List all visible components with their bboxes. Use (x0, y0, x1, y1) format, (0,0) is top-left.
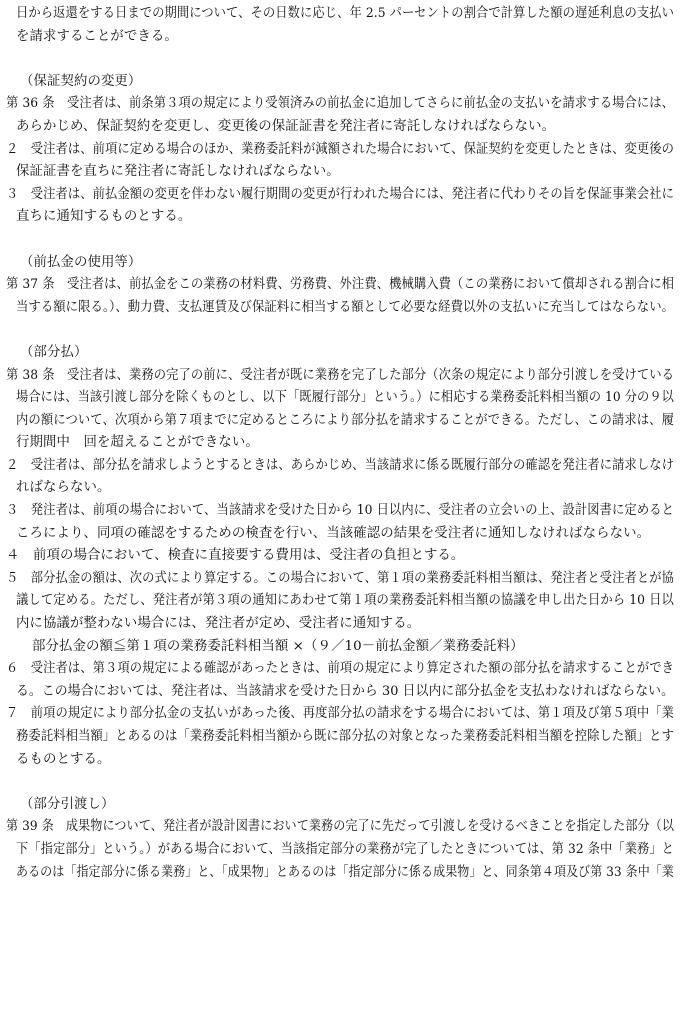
section-heading: （部分引渡し） (20, 796, 115, 812)
continuation-line: 内の額について、次項から第７項までに定めるところにより部分払を請求することができる。ただし、この請求は、履 (16, 412, 675, 428)
article-line: ３ 受注者は、前払金額の変更を伴わない履行期間の変更が行われた場合には、発注者に代わりその旨を保証事業会社に (6, 186, 675, 202)
article-line: ５ 部分払金の額は、次の式により算定する。この場合において、第１項の業務委託料相当額は、発注者と受注者とが協 (6, 570, 675, 586)
continuation-line: 務委託料相当額」とあるのは「業務委託料相当額から既に部分払の対象となった業務委託料相当額を控除した額」とす (16, 729, 675, 744)
article-line: ２ 受注者は、部分払を請求しようとするときは、あらかじめ、当該請求に係る既履行部分の確認を発注者に請求しなけ (6, 457, 674, 473)
continuation-line: 議して定める。ただし、発注者が第３項の通知にあわせて第１項の業務委託料相当額の協議を申し出た日から 10 日以 (16, 593, 675, 609)
continuation-line: を請求することができる。 (16, 28, 178, 44)
continuation-line: 内に協議が整わない場合には、発注者が定め、受注者に通知する。 (16, 616, 421, 632)
article-line: 第 36 条 受注者は、前条第３項の規定により受領済みの前払金に追加してさらに前払金の支払いを請求する場合には、 (6, 96, 675, 112)
continuation-line: 当する額に限る。）、動力費、支払運賃及び保証料に相当する額として必要な経費以外の支払いに充当してはならない。 (16, 299, 675, 315)
article-line: 第 38 条 受注者は、業務の完了の前に、受注者が既に業務を完了した部分（次条の規定により部分引渡しを受けている (6, 367, 675, 383)
continuation-line: あるのは「指定部分に係る業務」と、「成果物」とあるのは「指定部分に係る成果物」と、同条第４項及び第 33 条中「業 (16, 864, 674, 880)
article-line: ６ 受注者は、第３項の規定による確認があったときは、前項の規定により算定された額の部分払を請求することができ (6, 661, 674, 677)
article-line: 第 39 条 成果物について、発注者が設計図書において業務の完了に先だって引渡しを受けるべきことを指定した部分（以 (6, 819, 675, 835)
section-heading: （保証契約の変更） (20, 73, 142, 89)
blank-line (6, 48, 674, 71)
continuation-line: 保証証書を直ちに発注者に寄託しなければならない。 (16, 164, 340, 180)
continuation-line: 行期間中 回を超えることができない。 (16, 435, 259, 451)
continuation-line: 下「指定部分」という。）がある場合において、当該指定部分の業務が完了したときについては、第 32 条中「業務」と (16, 841, 675, 857)
section-heading: （部分払） (20, 344, 88, 360)
article-line: ２ 受注者は、前項に定める場合のほか、業務委託料が減額された場合において、保証契約を変更したときは、変更後の (6, 141, 675, 157)
continuation-line: 日から返還をする日までの期間について、その日数に応じ、年 2.5 パーセントの割合で計算した額の遅延利息の支払い (16, 6, 674, 21)
blank-line (6, 229, 674, 252)
continuation-line: ればならない。 (16, 480, 111, 496)
article-line: ４ 前項の場合において、検査に直接要する費用は、受注者の負担とする。 (6, 548, 465, 564)
blank-line (6, 771, 674, 794)
formula-line: 部分払金の額≦第１項の業務委託料相当額 ×（９／10－前払金額／業務委託料） (32, 638, 524, 654)
continuation-line: ころにより、同項の確認をするための検査を行い、当該確認の結果を受注者に通知しなければならない。 (16, 525, 651, 541)
document-page (0, 3, 682, 1024)
continuation-line: る。この場合においては、発注者は、当該請求を受けた日から 30 日以内に部分払金を支払わなければならない。 (16, 683, 675, 699)
article-line: ７ 前項の規定により部分払金の支払いがあった後、再度部分払の請求をする場合においては、第１項及び第５項中「業 (6, 706, 674, 722)
continuation-line: あらかじめ、保証契約を変更し、変更後の保証証書を発注者に寄託しなければならない。 (16, 118, 556, 134)
article-line: 第 37 条 受注者は、前払金をこの業務の材料費、労務費、外注費、機械購入費（この業務において償却される割合に相 (6, 277, 675, 293)
continuation-line: 直ちに通知するものとする。 (16, 209, 192, 225)
section-heading: （前払金の使用等） (20, 254, 142, 270)
article-line: ３ 発注者は、前項の場合において、当該請求を受けた日から 10 日以内に、受注者の立会いの上、設計図書に定めると (6, 503, 675, 519)
blank-line (6, 319, 674, 342)
continuation-line: るものとする。 (16, 751, 111, 767)
continuation-line: 場合には、当該引渡し部分を除くものとし、以下「既履行部分」という。）に相応する業務委託料相当額の 10 分の９以 (16, 390, 674, 406)
